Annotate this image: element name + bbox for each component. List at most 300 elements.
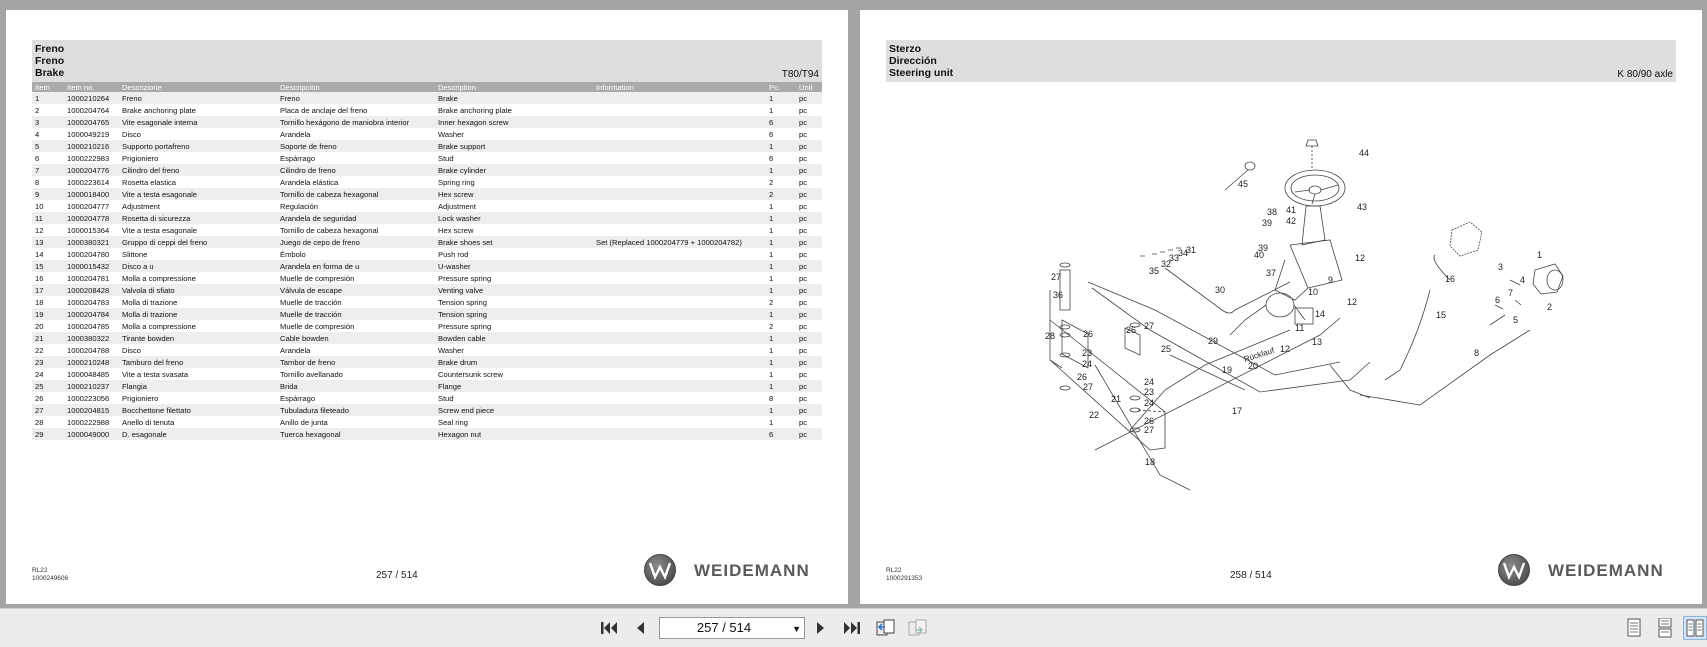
cell-item-no: 1000223614: [64, 176, 119, 188]
cell-desc-it: Flangia: [119, 380, 277, 392]
last-page-button[interactable]: [840, 616, 864, 640]
table-row: [32, 92, 822, 104]
cell-desc-en: Tension spring: [435, 308, 593, 320]
cell-desc-en: U-washer: [435, 260, 593, 272]
cell-unit: pc: [796, 176, 822, 188]
cell-unit: pc: [796, 224, 822, 236]
table-row: [32, 380, 822, 392]
cell-desc-it: Molla a compressione: [119, 320, 277, 332]
cell-unit: pc: [796, 404, 822, 416]
model-code: T80/T94: [781, 69, 819, 80]
cell-info: [593, 356, 766, 368]
callout-number: 43: [1357, 202, 1368, 212]
cell-info: [593, 164, 766, 176]
cell-item: 21: [32, 332, 64, 344]
logo-emblem-icon: [644, 554, 676, 586]
cell-unit: pc: [796, 188, 822, 200]
cell-desc-es: Tornillo hexágono de maniobra interior: [277, 116, 435, 128]
table-row: [32, 140, 822, 152]
table-row: [32, 344, 822, 356]
cell-info: [593, 272, 766, 284]
single-page-view-icon: [1626, 618, 1642, 638]
cell-item-no: 1000204765: [64, 116, 119, 128]
callout-number: 6: [1495, 295, 1501, 305]
cell-info: [593, 212, 766, 224]
callout-number: 17: [1232, 406, 1243, 416]
logo-emblem-icon: [1498, 554, 1530, 586]
cell-unit: pc: [796, 296, 822, 308]
page-258: [860, 10, 1702, 604]
footer-doc-code: [886, 567, 922, 583]
callout-number: 11: [1295, 323, 1305, 333]
cell-desc-es: Juego de cepo de freno: [277, 236, 435, 248]
title-italian: Freno: [35, 43, 65, 55]
cell-desc-it: Vite a testa svasata: [119, 368, 277, 380]
cell-desc-en: Pressure spring: [435, 272, 593, 284]
cell-desc-es: Arandela elástica: [277, 176, 435, 188]
cell-desc-en: Brake support: [435, 140, 593, 152]
cell-item: 19: [32, 308, 64, 320]
cell-item: 23: [32, 356, 64, 368]
cell-desc-en: Countersunk screw: [435, 368, 593, 380]
cell-pc: 1: [766, 356, 796, 368]
cell-info: [593, 224, 766, 236]
cell-info: [593, 332, 766, 344]
callout-number: 3: [1498, 262, 1504, 272]
cell-desc-it: Bocchettone filettato: [119, 404, 277, 416]
cell-desc-es: Tornillo avellanado: [277, 368, 435, 380]
cell-pc: 6: [766, 152, 796, 164]
go-back-button[interactable]: [874, 616, 898, 640]
cell-item-no: 1000204776: [64, 164, 119, 176]
table-row: [32, 212, 822, 224]
cell-pc: 6: [766, 116, 796, 128]
cell-item: 29: [32, 428, 64, 440]
cell-desc-en: Pressure spring: [435, 320, 593, 332]
cell-desc-en: Bowden cable: [435, 332, 593, 344]
cell-desc-en: Hex screw: [435, 224, 593, 236]
cell-item-no: 1000210248: [64, 356, 119, 368]
cell-unit: pc: [796, 104, 822, 116]
next-page-button[interactable]: [809, 616, 833, 640]
parts-table: [32, 82, 822, 440]
cell-desc-en: Inner hexagon screw: [435, 116, 593, 128]
table-row: [32, 116, 822, 128]
cell-desc-it: Molla di trazione: [119, 308, 277, 320]
callout-number: 5: [1513, 315, 1519, 325]
table-row: [32, 104, 822, 116]
cell-desc-es: Tubuladura fileteado: [277, 404, 435, 416]
cell-unit: pc: [796, 284, 822, 296]
cell-pc: 1: [766, 404, 796, 416]
cell-desc-it: Vite a testa esagonale: [119, 188, 277, 200]
cell-desc-en: Washer: [435, 128, 593, 140]
cell-desc-es: Espárrago: [277, 392, 435, 404]
callout-number: 42: [1286, 216, 1297, 226]
callout-number: 37: [1266, 268, 1277, 278]
cell-desc-it: Molla a compressione: [119, 272, 277, 284]
cell-desc-it: Valvola di sfiato: [119, 284, 277, 296]
page-header: [32, 40, 822, 82]
cell-item: 8: [32, 176, 64, 188]
cell-info: [593, 92, 766, 104]
cell-desc-it: Vite esagonale interna: [119, 116, 277, 128]
cell-desc-en: Brake cylinder: [435, 164, 593, 176]
cell-info: [593, 176, 766, 188]
cell-item: 28: [32, 416, 64, 428]
cell-item-no: 1000049000: [64, 428, 119, 440]
cell-item-no: 1000380321: [64, 236, 119, 248]
cell-pc: 1: [766, 284, 796, 296]
cell-pc: 6: [766, 128, 796, 140]
cell-desc-it: Vite a testa esagonale: [119, 224, 277, 236]
cell-desc-es: Tornillo de cabeza hexagonal: [277, 224, 435, 236]
cell-item-no: 1000222983: [64, 152, 119, 164]
callout-number: 40: [1254, 250, 1265, 260]
cell-desc-en: Flange: [435, 380, 593, 392]
cell-item: 24: [32, 368, 64, 380]
callout-number: 13: [1312, 337, 1323, 347]
callout-number: 24: [1144, 398, 1155, 408]
cell-item: 2: [32, 104, 64, 116]
cell-unit: pc: [796, 236, 822, 248]
cell-desc-it: Adjustment: [119, 200, 277, 212]
continuous-view-button[interactable]: [1653, 616, 1677, 640]
cell-desc-es: Arandela en forma de u: [277, 260, 435, 272]
cell-info: [593, 188, 766, 200]
title-spanish: Freno: [35, 55, 65, 67]
cell-item: 13: [32, 236, 64, 248]
cell-item: 15: [32, 260, 64, 272]
cell-desc-it: Tamburo del freno: [119, 356, 277, 368]
cell-desc-it: Disco: [119, 128, 277, 140]
cell-desc-en: Hex screw: [435, 188, 593, 200]
cell-desc-en: Lock washer: [435, 212, 593, 224]
title-italian: Sterzo: [889, 43, 922, 55]
cell-info: [593, 380, 766, 392]
cell-item: 9: [32, 188, 64, 200]
cell-desc-es: Cable bowden: [277, 332, 435, 344]
table-row: [32, 404, 822, 416]
cell-info: [593, 368, 766, 380]
cell-desc-es: Muelle de tracción: [277, 308, 435, 320]
cell-pc: 1: [766, 212, 796, 224]
page-number-value: 257 / 514: [696, 620, 752, 635]
cell-desc-it: Supporto portafreno: [119, 140, 277, 152]
cell-pc: 1: [766, 164, 796, 176]
title-spanish: Dirección: [889, 55, 937, 67]
table-row: [32, 428, 822, 440]
cell-pc: 1: [766, 248, 796, 260]
col-desc-it: Descrizione: [119, 82, 277, 92]
cell-info: [593, 248, 766, 260]
cell-pc: 1: [766, 236, 796, 248]
chevron-down-icon[interactable]: ▼: [792, 624, 801, 634]
table-row: [32, 284, 822, 296]
callout-number: 36: [1053, 290, 1064, 300]
callout-number: 16: [1445, 274, 1456, 284]
callout-number: 12: [1280, 344, 1291, 354]
cell-info: [593, 128, 766, 140]
cell-desc-es: Émbolo: [277, 248, 435, 260]
cell-item: 22: [32, 344, 64, 356]
col-desc-en: Description: [435, 82, 593, 92]
callout-number: 12: [1355, 253, 1366, 263]
callout-number: 45: [1238, 179, 1249, 189]
cell-item: 5: [32, 140, 64, 152]
cell-info: Set (Replaced 1000204779 + 1000204782): [593, 236, 766, 248]
cell-pc: 1: [766, 380, 796, 392]
cell-pc: 2: [766, 176, 796, 188]
table-row: [32, 392, 822, 404]
table-row: [32, 248, 822, 260]
table-row: [32, 416, 822, 428]
cell-desc-it: Anello di tenuta: [119, 416, 277, 428]
cell-item-no: 1000204783: [64, 296, 119, 308]
col-unit: Unit: [796, 82, 822, 92]
cell-pc: 1: [766, 92, 796, 104]
cell-desc-es: Placa de anclaje del freno: [277, 104, 435, 116]
table-row: [32, 272, 822, 284]
cell-item-no: 1000048485: [64, 368, 119, 380]
next-page-icon: [815, 620, 827, 636]
callout-number: 19: [1222, 365, 1233, 375]
table-row: [32, 236, 822, 248]
callout-number: 33: [1169, 253, 1180, 263]
cell-desc-es: Regulación: [277, 200, 435, 212]
cell-desc-en: Stud: [435, 152, 593, 164]
cell-item: 16: [32, 272, 64, 284]
callout-number: 15: [1436, 310, 1447, 320]
cell-desc-en: Washer: [435, 344, 593, 356]
cell-item: 20: [32, 320, 64, 332]
callout-number: 41: [1286, 205, 1297, 215]
cell-desc-es: Soporte de freno: [277, 140, 435, 152]
col-item-no: Item no.: [64, 82, 119, 92]
cell-pc: 1: [766, 332, 796, 344]
callout-number: 31: [1186, 245, 1197, 255]
go-back-icon: [875, 618, 897, 638]
page-number: 258 / 514: [1230, 570, 1272, 581]
cell-desc-es: Tuerca hexagonal: [277, 428, 435, 440]
cell-item-no: 1000204781: [64, 272, 119, 284]
cell-item: 6: [32, 152, 64, 164]
go-forward-icon: [907, 618, 929, 638]
cell-item: 25: [32, 380, 64, 392]
cell-item: 7: [32, 164, 64, 176]
table-row: [32, 296, 822, 308]
ruecklauf-label: Rücklauf: [1242, 345, 1276, 364]
callout-number: 10: [1308, 287, 1319, 297]
cell-unit: pc: [796, 416, 822, 428]
cell-info: [593, 392, 766, 404]
table-row: [32, 164, 822, 176]
cell-info: [593, 152, 766, 164]
cell-desc-es: Freno: [277, 92, 435, 104]
cell-pc: 1: [766, 200, 796, 212]
col-info: Information: [593, 82, 766, 92]
cell-desc-en: Hexagon nut: [435, 428, 593, 440]
cell-unit: pc: [796, 308, 822, 320]
cell-desc-en: Brake drum: [435, 356, 593, 368]
callout-number: 26: [1083, 329, 1094, 339]
callout-number: 20: [1248, 361, 1259, 371]
previous-page-button[interactable]: [628, 616, 652, 640]
callout-number: 26: [1077, 372, 1088, 382]
callout-number: 39: [1262, 218, 1273, 228]
cell-desc-en: Tension spring: [435, 296, 593, 308]
model-code: K 80/90 axle: [1617, 69, 1673, 80]
cell-item: 18: [32, 296, 64, 308]
cell-desc-es: Tambor de freno: [277, 356, 435, 368]
cell-desc-en: Stud: [435, 392, 593, 404]
cell-item-no: 1000223056: [64, 392, 119, 404]
cell-pc: 1: [766, 260, 796, 272]
cell-info: [593, 404, 766, 416]
cell-item: 12: [32, 224, 64, 236]
cell-info: [593, 344, 766, 356]
page-number: 257 / 514: [376, 570, 418, 581]
callout-number: 24: [1082, 359, 1093, 369]
cell-info: [593, 140, 766, 152]
first-page-button[interactable]: [597, 616, 621, 640]
continuous-view-icon: [1657, 618, 1673, 638]
callout-number: 4: [1520, 275, 1526, 285]
callout-number: 32: [1161, 259, 1172, 269]
cell-desc-it: Rosetta elastica: [119, 176, 277, 188]
cell-item-no: 1000204785: [64, 320, 119, 332]
cell-item: 1: [32, 92, 64, 104]
cell-pc: 1: [766, 140, 796, 152]
cell-item: 26: [32, 392, 64, 404]
cell-desc-it: Brake anchoring plate: [119, 104, 277, 116]
page-number-select[interactable]: [659, 617, 805, 639]
single-page-view-button[interactable]: [1622, 616, 1646, 640]
page-257: [6, 10, 848, 604]
cell-pc: 1: [766, 308, 796, 320]
cell-info: [593, 296, 766, 308]
cell-desc-es: Arandela de seguridad: [277, 212, 435, 224]
cell-unit: pc: [796, 92, 822, 104]
cell-desc-it: Disco: [119, 344, 277, 356]
cell-item: 10: [32, 200, 64, 212]
previous-page-icon: [634, 620, 646, 636]
callout-number: 27: [1083, 382, 1094, 392]
cell-info: [593, 200, 766, 212]
cell-unit: pc: [796, 272, 822, 284]
two-page-view-icon: [1686, 619, 1704, 637]
cell-desc-es: Brida: [277, 380, 435, 392]
cell-item: 3: [32, 116, 64, 128]
cell-desc-en: Screw end piece: [435, 404, 593, 416]
callout-number: 44: [1359, 148, 1370, 158]
cell-desc-en: Push rod: [435, 248, 593, 260]
cell-desc-it: Rosetta di sicurezza: [119, 212, 277, 224]
cell-desc-en: Brake shoes set: [435, 236, 593, 248]
callout-number: 25: [1161, 344, 1172, 354]
table-row: [32, 260, 822, 272]
cell-desc-es: Muelle de compresión: [277, 320, 435, 332]
doc-id: RL22: [32, 567, 48, 574]
cell-desc-es: Cilindro de freno: [277, 164, 435, 176]
cell-unit: pc: [796, 116, 822, 128]
cell-item-no: 1000015364: [64, 224, 119, 236]
callout-number: 12: [1347, 297, 1358, 307]
cell-unit: pc: [796, 320, 822, 332]
table-row: [32, 188, 822, 200]
cell-desc-it: Molla di trazione: [119, 296, 277, 308]
cell-item-no: 1000015432: [64, 260, 119, 272]
cell-desc-es: Arandela: [277, 128, 435, 140]
go-forward-button[interactable]: [906, 616, 930, 640]
callout-number: 23: [1082, 348, 1093, 358]
cell-desc-es: Espárrago: [277, 152, 435, 164]
two-page-view-button[interactable]: [1683, 616, 1707, 640]
cell-desc-en: Venting valve: [435, 284, 593, 296]
brand-name: WEIDEMANN: [694, 561, 810, 580]
table-row: [32, 308, 822, 320]
cell-desc-en: Seal ring: [435, 416, 593, 428]
cell-item-no: 1000210216: [64, 140, 119, 152]
cell-desc-en: Adjustment: [435, 200, 593, 212]
cell-pc: 1: [766, 344, 796, 356]
callout-number: 30: [1215, 285, 1226, 295]
table-header-row: [32, 82, 822, 92]
cell-desc-it: Prigioniero: [119, 392, 277, 404]
cell-unit: pc: [796, 344, 822, 356]
callout-number: 35: [1149, 266, 1160, 276]
cell-item-no: 1000018400: [64, 188, 119, 200]
cell-desc-it: Prigioniero: [119, 152, 277, 164]
callout-number: 21: [1111, 394, 1122, 404]
cell-info: [593, 260, 766, 272]
col-item: Item: [32, 82, 64, 92]
callout-number: 1: [1537, 250, 1543, 260]
doc-id: RL22: [886, 567, 902, 574]
callout-number: 29: [1208, 336, 1219, 346]
cell-desc-es: Tornillo de cabeza hexagonal: [277, 188, 435, 200]
callout-number: 22: [1089, 410, 1100, 420]
cell-desc-en: Brake: [435, 92, 593, 104]
cell-item-no: 1000204788: [64, 344, 119, 356]
table-row: [32, 356, 822, 368]
table-row: [32, 224, 822, 236]
callout-number: 28: [1045, 331, 1056, 341]
cell-item: 4: [32, 128, 64, 140]
cell-unit: pc: [796, 212, 822, 224]
cell-item-no: 1000380322: [64, 332, 119, 344]
callout-number: 14: [1315, 309, 1326, 319]
callout-number: 27: [1051, 272, 1062, 282]
cell-item-no: 1000204777: [64, 200, 119, 212]
doc-number: 1000291353: [886, 575, 923, 582]
table-row: [32, 368, 822, 380]
brand-name: WEIDEMANN: [1548, 561, 1664, 580]
title-english: Steering unit: [889, 67, 954, 79]
cell-desc-it: Cilindro del freno: [119, 164, 277, 176]
cell-pc: 1: [766, 104, 796, 116]
cell-info: [593, 428, 766, 440]
callout-number: 27: [1144, 321, 1155, 331]
callout-number: 27: [1144, 425, 1155, 435]
cell-info: [593, 308, 766, 320]
cell-pc: 2: [766, 296, 796, 308]
cell-pc: 1: [766, 272, 796, 284]
last-page-icon: [843, 620, 861, 636]
cell-unit: pc: [796, 260, 822, 272]
cell-desc-it: Gruppo di ceppi del freno: [119, 236, 277, 248]
cell-item: 17: [32, 284, 64, 296]
